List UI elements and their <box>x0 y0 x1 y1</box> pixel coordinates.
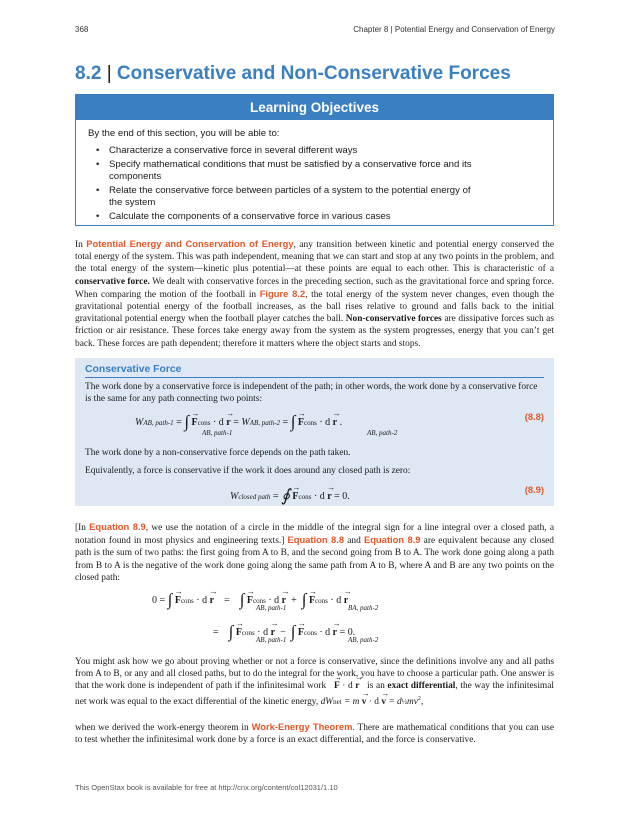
math-symbol: · d <box>313 491 325 502</box>
page-number: 368 <box>75 25 89 34</box>
math-symbol: = <box>176 417 182 428</box>
learning-objectives-heading: Learning Objectives <box>76 95 553 120</box>
math-symbol: · d <box>196 595 208 606</box>
box-title: Conservative Force <box>85 364 182 375</box>
math-subscript: cons <box>298 493 312 501</box>
math-symbol: mv <box>406 696 418 707</box>
conservative-force-box <box>75 358 554 506</box>
equation-number: (8.8) <box>524 411 544 422</box>
math-subscript: cons <box>303 419 317 427</box>
chapter-header: Chapter 8 | Potential Energy and Conservation of Energy <box>353 25 555 34</box>
math-symbol: + <box>291 595 297 606</box>
integral-limit: AB, path-1 <box>256 604 287 612</box>
text: , we use the notation of a circle in the middle of the integral sign for a line integral over a closed path, a notation found in most physics and engineering texts.] <box>75 523 554 547</box>
closed-path-equation-1 <box>152 588 348 608</box>
equation-number: (8.9) <box>524 484 544 495</box>
list-item: • Calculate the components of a conservative force in various cases <box>96 211 476 223</box>
math-subscript: cons <box>180 597 194 605</box>
link-potential-energy[interactable]: Potential Energy and Conservation of Energy <box>86 238 294 249</box>
math-symbol: − <box>280 627 286 638</box>
learning-objectives-intro: By the end of this section, you will be able to: <box>88 128 280 139</box>
vector-r: → r <box>355 680 359 692</box>
text: is an <box>367 681 388 692</box>
learning-objectives-list <box>96 145 476 225</box>
vector-r: → r <box>327 491 331 502</box>
text: and <box>344 536 364 547</box>
math-subscript: cons <box>315 597 328 605</box>
integral-limit: AB, path-2 <box>367 429 398 437</box>
text: [In <box>75 523 90 533</box>
text: when we derived the work-energy theorem in <box>75 723 252 733</box>
paragraph-equivalence <box>75 521 554 584</box>
math-symbol: · d <box>342 681 353 692</box>
math-symbol: W <box>241 417 250 428</box>
math-symbol: · d <box>319 627 331 638</box>
math-symbol: = <box>233 417 239 428</box>
vector-v: → v <box>381 696 386 708</box>
text: , the way the infinitesimal net work was equal to the exact differential of the kinetic energy, <box>75 681 554 707</box>
integral-limit: AB, path-2 <box>348 636 379 644</box>
section-title-text: Conservative and Non-Conservative Forces <box>116 63 511 84</box>
vector-f: → F <box>298 627 304 638</box>
vector-r: → r <box>210 595 214 606</box>
integral-sign: ∫ <box>184 412 189 431</box>
vector-f: → F <box>247 595 253 606</box>
math-subscript: cons <box>252 597 266 605</box>
term-conservative-force: conservative force. <box>75 276 150 287</box>
integral-sign: ∫ <box>290 622 296 641</box>
vector-r: → r <box>333 417 337 428</box>
vector-r: → r <box>271 627 275 638</box>
integral-sign: ∫ <box>228 622 234 641</box>
term-non-conservative-forces: Non-conservative forces <box>345 314 442 325</box>
equation-8-8 <box>135 410 342 430</box>
box-text-3: Equivalently, a force is conservative if the work it does around any closed path is zero: <box>85 466 411 476</box>
math-symbol: · d <box>319 417 331 428</box>
math-subscript: AB, path-1 <box>143 419 174 427</box>
math-subscript: cons <box>197 419 211 427</box>
vector-r: → r <box>344 595 348 606</box>
math-symbol: = 0. <box>334 491 350 502</box>
math-symbol: = <box>213 627 219 638</box>
box-divider <box>85 377 544 378</box>
text: You might ask how we go about proving whether or not a force is conservative, since the definitions involve any and all paths from A to B, or any and all closed paths, but to do the integral for the work, you have to choose a particular path. One answer is that the work done is independent of path if the infinitesimal work <box>75 657 554 692</box>
vector-r: → r <box>333 627 337 638</box>
contour-integral-sign: ∮ <box>281 486 290 505</box>
learning-objectives-box <box>75 94 554 226</box>
section-separator: | <box>106 63 112 84</box>
math-symbol: · d <box>212 417 224 428</box>
page-footer: This OpenStax book is available for free at http://cnx.org/content/col12031/1.10 <box>75 783 338 792</box>
math-symbol: . <box>339 417 343 428</box>
integral-limit: AB, path-1 <box>256 636 287 644</box>
integral-limit: BA, path-2 <box>348 604 379 612</box>
math-symbol: = <box>224 595 230 606</box>
list-item: • Characterize a conservative force in several different ways <box>96 145 476 157</box>
vector-r: → r <box>282 595 286 606</box>
paragraph-intro <box>75 238 554 350</box>
link-equation-8-9[interactable]: Equation 8.9 <box>89 521 146 532</box>
math-subscript: cons <box>241 629 255 637</box>
text: We dealt with conservative forces in the preceding section, such as the gravitational force and spring force. When comparing the motion of the football in <box>75 276 554 300</box>
math-symbol: = 0. <box>339 627 356 638</box>
math-subscript: closed path <box>238 493 271 501</box>
math-symbol: = <box>272 491 279 502</box>
math-subscript: cons <box>303 629 317 637</box>
text: . There are mathematical conditions that you can use to test whether the infinitesimal work done by a force is an exact differential, and the force is conservative. <box>75 723 554 746</box>
link-work-energy-theorem[interactable]: Work-Energy Theorem <box>251 721 353 732</box>
vector-f: → F <box>191 417 197 428</box>
math-symbol: · d <box>268 595 280 606</box>
section-number: 8.2 <box>75 63 102 84</box>
vector-f: → F <box>292 491 298 502</box>
integral-sign: ∫ <box>290 412 296 431</box>
math-symbol: · d <box>368 696 379 707</box>
math-symbol: , <box>420 696 424 707</box>
math-symbol: = d <box>388 696 402 707</box>
vector-r: → r <box>226 417 230 428</box>
box-text-1: The work done by a conservative force is independent of the path; in other words, the work done by a conservative force is the same for any path connecting two points: <box>85 382 538 405</box>
math-symbol: = m <box>343 696 360 707</box>
math-subscript: net <box>333 697 342 706</box>
math-symbol: · d <box>330 595 342 606</box>
math-symbol: · d <box>257 627 269 638</box>
math-symbol: dW <box>320 696 334 707</box>
math-symbol: = <box>282 417 289 428</box>
text: In <box>75 240 87 250</box>
superscript-2: 2 <box>417 695 421 702</box>
vector-f: → F <box>334 680 340 692</box>
section-title <box>75 63 511 85</box>
fraction-half: ½ <box>401 697 407 706</box>
math-symbol: W <box>135 417 144 428</box>
equation-8-9 <box>230 484 350 504</box>
text: , any transition between kinetic and potential energy conserved the total energy of the system. This was path independent, meaning that we can start and stop at any two points in the problem, and the total energy of the system—kinetic plus potential—at these points are equal to each other. This is characteristic of a <box>75 240 555 275</box>
term-exact-differential: exact differential <box>387 681 456 692</box>
box-text-2: The work done by a non-conservative force depends on the path taken. <box>85 448 351 458</box>
paragraph-exact-differential <box>75 656 554 708</box>
list-item: • Relate the conservative force between particles of a system to the potential energy of the system <box>96 185 476 209</box>
link-equation-8-8[interactable]: Equation 8.8 <box>287 534 345 546</box>
integral-limit: AB, path-1 <box>202 429 233 437</box>
list-item: • Specify mathematical conditions that must be satisfied by a conservative force and its components <box>96 159 476 183</box>
math-subscript: AB, path-2 <box>249 419 281 427</box>
text: are dissipative forces such as friction or air resistance. These forces take energy away from the system as the system progresses, energy that you can’t get back. These forces are path dependent; therefore it matters where the object starts and stops. <box>75 314 554 349</box>
text: are equivalent because any closed path is the sum of two paths: the first going from A to B, and the second going from B to A. The work done going along a path from B to A is the negative of the work done going along the same path from A to B, where A and B are any two points on the closed path: <box>75 536 554 583</box>
integral-sign: ∫ <box>301 590 307 609</box>
link-equation-8-9[interactable]: Equation 8.9 <box>363 534 421 546</box>
math-symbol: W <box>230 491 239 502</box>
math-symbol: 0 = <box>152 595 166 606</box>
integral-sign: ∫ <box>239 590 245 609</box>
paragraph-work-energy <box>75 721 554 746</box>
integral-sign: ∫ <box>167 590 173 609</box>
link-figure-8-2[interactable]: Figure 8.2 <box>259 287 306 299</box>
vector-f: → F <box>175 595 181 606</box>
vector-f: → F <box>309 595 315 606</box>
text: , the total energy of the system never changes, even though the gravitational potential energy of the football increases, as the ball rises relative to ground and falls back to the initial gravitational potential energy when the football player catches the ball. <box>75 289 554 325</box>
vector-f: → F <box>236 627 242 638</box>
vector-v: → v <box>362 696 367 708</box>
vector-f: → F <box>298 417 304 428</box>
